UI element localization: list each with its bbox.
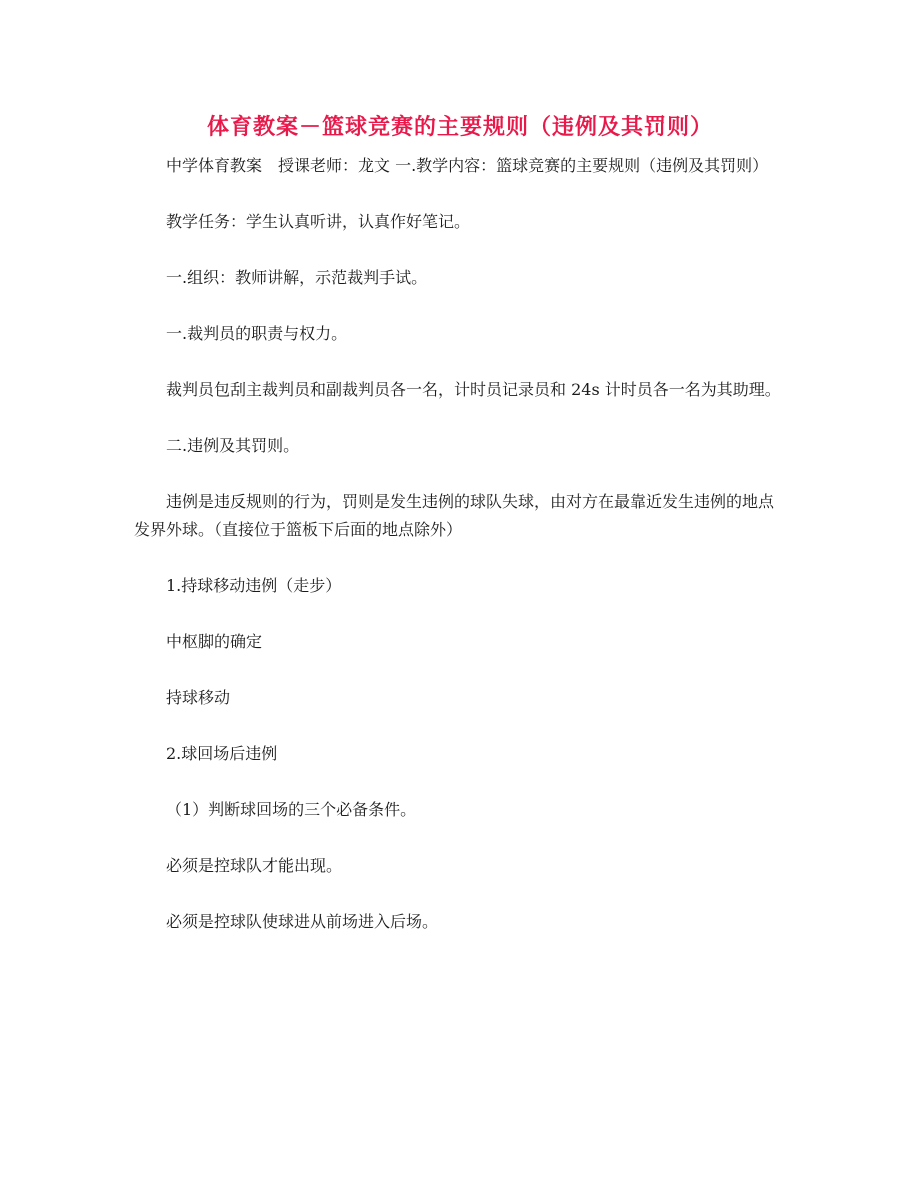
list-item-moving-with-ball: 持球移动 xyxy=(166,688,231,707)
list-item-condition-2: 必须是控球队使球进从前场进入后场。 xyxy=(166,912,439,931)
document-body xyxy=(134,152,784,964)
list-item-pivot-foot: 中枢脚的确定 xyxy=(166,632,263,651)
heading-violations: 二.违例及其罚则。 xyxy=(166,436,300,455)
heading-backcourt: 2.球回场后违例 xyxy=(166,744,278,763)
list-item-condition-1: 必须是控球队才能出现。 xyxy=(166,856,343,875)
paragraph-violation-definition: 违例是违反规则的行为，罚则是发生违例的球队失球，由对方在最靠近发生违例的地点发界外球。（直接位于篮板下后面的地点除外） xyxy=(134,492,775,539)
document-title: 体育教案－篮球竞赛的主要规则（违例及其罚则） xyxy=(206,115,713,140)
paragraph-intro: 中学体育教案 授课老师：龙文 一.教学内容：篮球竞赛的主要规则（违例及其罚则） xyxy=(166,156,769,175)
heading-referee-duties: 一.裁判员的职责与权力。 xyxy=(166,324,348,343)
paragraph-organization: 一.组织：教师讲解，示范裁判手试。 xyxy=(166,268,428,287)
heading-traveling: 1.持球移动违例（走步） xyxy=(166,576,342,595)
paragraph-referee-composition: 裁判员包刮主裁判员和副裁判员各一名，计时员记录员和 24s 计时员各一名为其助理。 xyxy=(166,380,781,399)
subheading-backcourt-conditions: （1）判断球回场的三个必备条件。 xyxy=(166,800,417,819)
paragraph-teaching-task: 教学任务：学生认真听讲，认真作好笔记。 xyxy=(166,212,471,231)
